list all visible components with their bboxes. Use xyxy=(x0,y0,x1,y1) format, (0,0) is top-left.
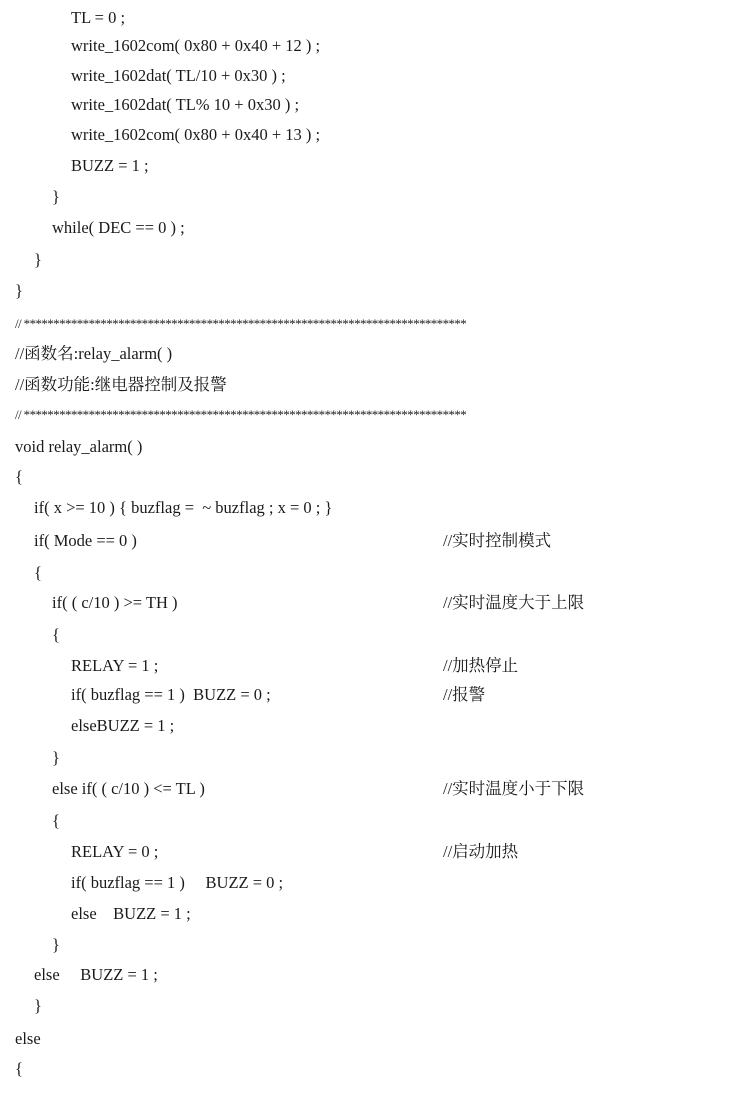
code-line: write_1602com( 0x80 + 0x40 + 13 ) ; xyxy=(71,125,321,144)
separator-line: // *************************************************************************** xyxy=(15,316,467,331)
code-line: { xyxy=(52,625,60,644)
lower-limit-comment: //实时温度小于下限 xyxy=(443,779,585,798)
heat-stop-comment: //加热停止 xyxy=(443,656,519,675)
code-line: if( x >= 10 ) { buzflag = ~ buzflag ; x = 0 ; } xyxy=(34,498,333,517)
separator-line: // *************************************************************************** xyxy=(15,407,467,422)
code-line: else BUZZ = 1 ; xyxy=(71,904,191,923)
code-line: write_1602dat( TL/10 + 0x30 ) ; xyxy=(71,66,286,85)
code-line: RELAY = 0 ; xyxy=(71,842,159,861)
code-line: else BUZZ = 1 ; xyxy=(34,965,158,984)
code-line: } xyxy=(52,748,60,767)
function-signature: void relay_alarm( ) xyxy=(15,437,143,456)
upper-limit-comment: //实时温度大于上限 xyxy=(443,593,585,612)
code-line: } xyxy=(15,281,23,300)
code-line: write_1602dat( TL% 10 + 0x30 ) ; xyxy=(71,95,300,114)
code-line: write_1602com( 0x80 + 0x40 + 12 ) ; xyxy=(71,36,321,55)
code-line: } xyxy=(34,996,42,1015)
code-line: BUZZ = 1 ; xyxy=(71,156,149,175)
code-line: RELAY = 1 ; xyxy=(71,656,159,675)
heat-start-comment: //启动加热 xyxy=(443,842,519,861)
code-line: { xyxy=(15,1059,23,1078)
alarm-comment: //报警 xyxy=(443,685,486,704)
code-line: } xyxy=(52,187,60,206)
code-line: else if( ( c/10 ) <= TL ) xyxy=(52,779,205,798)
code-line: if( Mode == 0 ) xyxy=(34,531,137,550)
function-name-comment: //函数名:relay_alarm( ) xyxy=(15,344,173,363)
mode-comment: //实时控制模式 xyxy=(443,531,552,550)
code-line: if( buzflag == 1 ) BUZZ = 0 ; xyxy=(71,685,271,704)
code-line: { xyxy=(34,563,42,582)
code-line: } xyxy=(52,935,60,954)
code-line: TL = 0 ; xyxy=(71,8,126,27)
code-line: elseBUZZ = 1 ; xyxy=(71,716,175,735)
code-line: } xyxy=(34,250,42,269)
code-line: { xyxy=(15,467,23,486)
code-line: while( DEC == 0 ) ; xyxy=(52,218,185,237)
code-line: else xyxy=(15,1029,41,1048)
code-line: if( ( c/10 ) >= TH ) xyxy=(52,593,178,612)
code-line: if( buzflag == 1 ) BUZZ = 0 ; xyxy=(71,873,284,892)
function-purpose-comment: //函数功能:继电器控制及报警 xyxy=(15,375,227,394)
code-line: { xyxy=(52,811,60,830)
